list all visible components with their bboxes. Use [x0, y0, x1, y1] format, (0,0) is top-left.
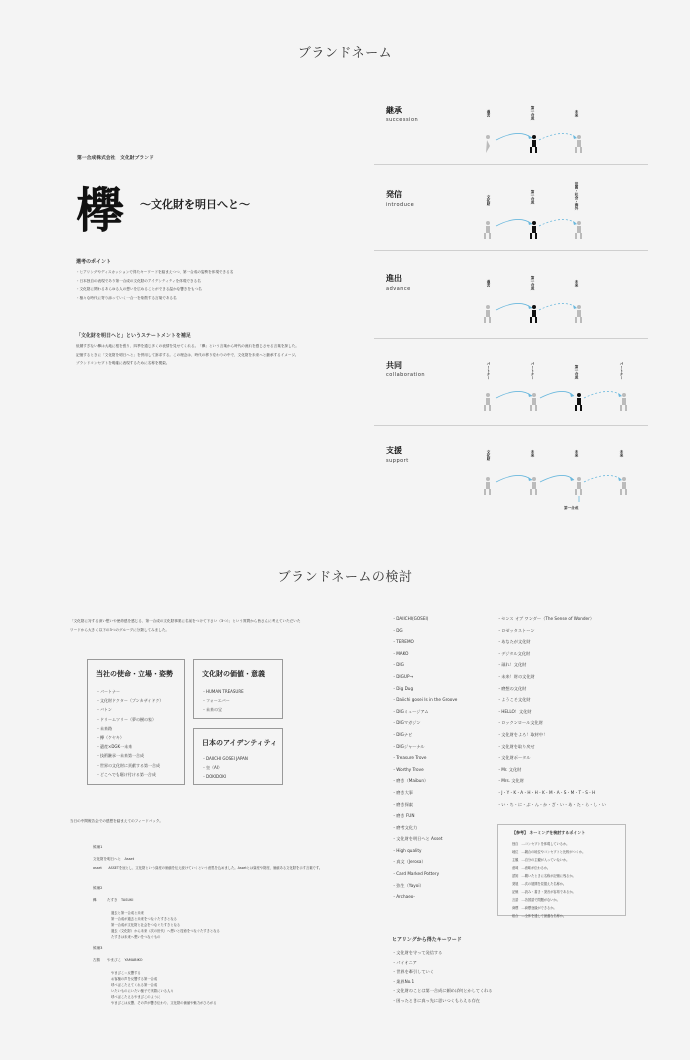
list-item: ・Card Marked Pottery — [392, 871, 440, 877]
list-item: ・DOKIDOKI — [202, 774, 227, 780]
list-item: ・バトン — [96, 707, 112, 713]
row-title-advance: 進出 — [386, 274, 402, 283]
list-item: ・い・ち・に・ぶ・ん・か・ざ・い・あ・た・ら・し・い — [497, 801, 606, 807]
list-item: ・文化財をよろ！取材中！ — [497, 731, 548, 737]
note-line: 意味 …意味が伝わるか。 — [512, 865, 551, 870]
list-item: ・技術継承一未来第一合成 — [96, 753, 144, 759]
row-sub-succession: succession — [386, 117, 419, 123]
note-line: 記憶 …読み・書き・発音が容易であるか。 — [512, 889, 576, 894]
intro-line: 「文化財に対する深い想いや使命感を感じる、第一合成の文化財事業に名前をつけて下さい（3つ）」という質問から皆さんに考えていただいた — [70, 619, 301, 623]
row4-label: パートナー — [531, 362, 535, 380]
group-box-mission — [87, 659, 185, 785]
row3-label: 過去 — [487, 280, 491, 287]
proposal-body — [111, 970, 217, 1006]
box-title: 日本のアイデンティティ — [202, 739, 278, 747]
list-item: ・どこへでも駆け付ける第一合成 — [96, 771, 156, 777]
list-item: ・DIGジャーナル — [392, 743, 425, 749]
points-list — [76, 268, 233, 302]
row-sub-support: support — [386, 458, 409, 464]
runners-diagram — [474, 388, 644, 418]
list-item: ・Treasure Trove — [392, 755, 427, 761]
list-item: ・あなたが文化財 — [497, 639, 531, 645]
note-line: 地位 …競合の地位やコンセプトと比較がつくか。 — [512, 849, 586, 854]
divider — [374, 250, 648, 251]
note-line: 独自 …コンセプトを体現しているか。 — [512, 841, 570, 846]
proposal-line: 呼べばこたえるやまびこのように — [111, 994, 161, 999]
row-title-collaboration: 共同 — [386, 361, 402, 370]
proposal-line: やまびこ＝反響する — [111, 970, 141, 975]
divider — [374, 164, 648, 165]
list-item: ・遺産×DGK一未来 — [96, 744, 133, 750]
note-line: 主観 …自分の主観が入っていないか。 — [512, 857, 570, 862]
row-title-introduce: 発信 — [386, 190, 402, 199]
list-item: ・磨き FUN — [392, 813, 415, 819]
box-title: 文化財の価値・意義 — [202, 670, 265, 678]
row5-label: 未来 — [620, 450, 624, 457]
list-item: ・J・Y・K・A・H・H・K・M・A・S・M・T・S・H — [497, 789, 596, 795]
group-box-value — [193, 659, 283, 719]
list-item: ・困ったときに真っ先に思いつくもらえる存在 — [392, 997, 480, 1003]
proposal-line: 呼べばこたえてくれる第一合成 — [111, 982, 158, 987]
list-item: ・DIG — [392, 662, 404, 668]
list-item: ・HELLO！文化財 — [497, 708, 532, 714]
list-item: ・Mrs. 文化財 — [497, 778, 524, 784]
brand-name-review-heading: ブランドネームの検討 — [277, 570, 413, 585]
list-item: ・Dig Dug — [392, 685, 414, 691]
list-item: ・磨き探索 — [392, 801, 413, 807]
point-item: ・日本独自の表現であり第一合成の文化財のアイデンティティを体現できる名 — [76, 278, 201, 283]
proposal-line: 第一合成が過去と未来をつなぐたすきとなる — [111, 916, 177, 921]
proposal-1 — [93, 843, 322, 872]
list-item: ・文化財を明日へと Asset — [392, 836, 443, 842]
row-sub-collaboration: collaboration — [386, 372, 426, 378]
row-sub-advance: advance — [386, 286, 411, 292]
row2-label: 第一合成 — [531, 190, 535, 204]
note-title: 【参考】 ネーミングを検討するポイント — [512, 830, 586, 835]
list-item: ・文化財ドクター（ブンカザイドク） — [96, 698, 164, 704]
list-item: ・ようこそ文化財 — [497, 697, 531, 703]
list-item: ・磨き大事 — [392, 789, 413, 795]
proposal-heading: 候補3 — [93, 946, 103, 950]
note-line: 商標 …商標登録ができるか。 — [512, 905, 557, 910]
point-item: ・ヒアリングやディスカッションで得たキーワードを踏まえつつ、第一合成の姿勢を体現できる名 — [76, 270, 234, 274]
list-item: ・DAIICHI GOSEI JAPAN — [202, 756, 248, 761]
runners-diagram — [474, 130, 594, 160]
list-item: ・未来の宝 — [202, 707, 222, 713]
list-item: ・ドリームツリー（夢の樹の家） — [96, 716, 156, 722]
list-item: ・未来！財の文化財 — [497, 673, 535, 679]
runners-diagram — [474, 300, 594, 330]
row4-label: 第一合成 — [575, 365, 579, 379]
proposal-2 — [93, 884, 220, 940]
list-item: ・文化財のことは第一合成に頼めば何とかしてくれる — [392, 988, 493, 993]
proposal-heading: 候補1 — [93, 845, 103, 849]
box-title: 当社の使命・立場・姿勢 — [96, 670, 173, 678]
list-item: ・パートナー — [96, 689, 120, 694]
row3-label: 第一合成 — [531, 276, 535, 290]
list-item: ・業界No.1 — [392, 978, 415, 984]
list-item: ・磨想の文化財 — [497, 685, 527, 691]
note-line: 総合 …全体を通して最適な名称か。 — [512, 913, 567, 918]
row1-label: 過去 — [487, 110, 491, 117]
proposal-line: やまびこは反響、その声が響き伝わり、文化財の価値や魅力がひろがる — [111, 1000, 217, 1005]
divider — [374, 425, 648, 426]
runners-diagram — [474, 216, 594, 246]
row4-label: パートナー — [487, 362, 491, 380]
proposal-line: 第一合成が文化財と社会をつなぐたすきとなる — [111, 922, 181, 927]
row5-label: 文化財 — [487, 450, 491, 461]
list-item: ・文化財ポータル — [497, 755, 531, 761]
note-line: 認知 …聞いたときに名称が記憶に残るか。 — [512, 873, 576, 878]
list-item: ・磨き（Maibun） — [392, 778, 429, 784]
proposal-line: 文化財を明日へと Asset — [93, 856, 135, 861]
list-item: ・文化財を取り戻せ — [497, 743, 535, 749]
list-item: ・ロゼッタストーン — [497, 627, 535, 633]
name-candidates-list-2 — [497, 613, 606, 810]
statement-line: 低層すぎない欅は大地に根を張り、四季を通じ多くの表情を見せてくれる。「欅」という言葉から時代の流れを感じさせる言葉を探した。 — [76, 344, 299, 348]
row5-label: 未来 — [531, 450, 535, 457]
box-list — [96, 687, 184, 779]
row-title-succession: 継承 — [386, 106, 402, 115]
list-item: ・ロックンロール文化財 — [497, 720, 543, 726]
proposal-line: いたいものにいたい様子で実際にいる人々 — [111, 988, 174, 993]
feedback-heading: 当日の中間報告会での感想を踏まえてのフィードバック。 — [70, 819, 163, 823]
box-list — [202, 687, 282, 715]
proposal-line: 過去（文化財）から未来（次の世代）へ想いと技術をつなぐたすきとなる — [111, 928, 220, 933]
points-heading: 選考のポイント — [76, 259, 112, 265]
row2-label: 世間・社会・海外 — [575, 182, 579, 210]
list-item: ・磨考文化力 — [392, 824, 418, 830]
support-footer-label: 第一合成 — [564, 506, 579, 510]
statement-line: 記憶するときに「文化財を明日へと」を併用して訴求する。この理念は、時代の移り変わりの中で、文化財を未来へと継承するイメージ。 — [76, 352, 299, 357]
list-item: ・DIGマガジン — [392, 720, 421, 726]
list-item: ・弥生（Yayoi） — [392, 882, 424, 888]
row-title-support: 支援 — [386, 446, 402, 455]
company-line: 第一合成株式会社 文化財ブランド — [77, 156, 154, 161]
list-item: ・MAKO — [392, 650, 409, 656]
list-item: ・Mr. 文化財 — [497, 766, 522, 772]
row3-label: 未来 — [575, 280, 579, 287]
list-item: ・デジタル文化財 — [497, 650, 531, 656]
hearing-heading: ヒアリングから得たキーワード — [392, 937, 462, 943]
row2-label: 文化財 — [487, 195, 491, 206]
list-item: ・真文（Jerosa） — [392, 859, 426, 865]
list-item: ・パイオニア — [392, 959, 417, 965]
row1-label: 未来 — [575, 110, 579, 117]
list-item: ・未来路 — [96, 725, 112, 731]
row-sub-introduce: introduce — [386, 202, 415, 208]
list-item: ・Daiichi gosei Is in the Groove — [392, 697, 458, 703]
proposal-line: 過去と第一合成と未来 — [111, 910, 144, 915]
runners-diagram — [474, 472, 644, 504]
proposal-line: 古錆 やまびこ YAMABIKO — [93, 957, 143, 962]
list-item: ・世界を牽引していく — [392, 969, 434, 974]
list-item: ・頑れ！文化財 — [497, 662, 527, 668]
statement-heading: 「文化財を明日へと」というステートメントを補足 — [76, 333, 191, 339]
point-item: ・様々な時代に寄り添っていく一合一を象徴する言葉である名 — [76, 295, 177, 300]
brand-tagline: 〜文化財を明日へと〜 — [140, 198, 250, 211]
list-item: ・DIGUP→ — [392, 673, 413, 679]
proposal-line: お客様の声を反響する第一合成 — [111, 976, 158, 981]
proposal-line: たすきは未来へ想いをつなぐもの — [111, 934, 161, 939]
row1-label: 第一合成 — [531, 106, 535, 120]
point-item: ・文化財に関わるあらゆる人の想いを広めることができる温かな響きをもつ名 — [76, 287, 202, 291]
group-box-identity — [193, 728, 283, 785]
row4-label: パートナー — [620, 362, 624, 380]
statement-text — [76, 342, 299, 368]
divider — [374, 338, 648, 339]
list-item: ・文化財を守って発信する — [392, 950, 443, 955]
intro-text — [70, 617, 300, 634]
proposal-3 — [93, 944, 217, 1006]
list-item: ・High quality — [392, 847, 422, 853]
list-item: ・DIGミュージアム — [392, 708, 429, 714]
row5-label: 未来 — [575, 450, 579, 457]
list-item: ・TEREMO — [392, 639, 414, 645]
brand-kanji-logo: 欅 — [76, 183, 125, 239]
list-item: ・DG — [392, 627, 403, 633]
note-line: 言語 …各国語で問題がないか。 — [512, 897, 560, 902]
list-item: ・DIGナビ — [392, 731, 413, 737]
list-item: ・Archaeo- — [392, 894, 415, 900]
list-item: ・Worthy Trove — [392, 766, 424, 772]
note-lines — [512, 840, 625, 920]
list-item: ・フォーエバー — [202, 698, 230, 704]
list-item: ・皇（AI） — [202, 765, 222, 771]
list-item: ・センス オブ ワンダー（The Sense of Wonder） — [497, 616, 595, 621]
proposal-body — [111, 910, 220, 940]
list-item: ・世界の文化財に貢献する第一合成 — [96, 762, 160, 768]
brand-name-heading: ブランドネーム — [297, 46, 393, 61]
name-candidates-list — [392, 613, 457, 903]
naming-points-note — [497, 824, 626, 916]
intro-line: ワードから大きく以下の3つのグループに分類してみました。 — [70, 627, 170, 632]
statement-line: ブランドコンセプトを明確に表現するために名称を模索。 — [76, 361, 170, 365]
proposal-line: 欅 たすき TASUKI — [93, 897, 134, 902]
list-item: ・HUMAN TREASURE — [202, 689, 244, 694]
list-item: ・DAIICHI(GOSEI) — [392, 616, 429, 621]
box-list — [202, 754, 282, 782]
list-item: ・欅（ケヤキ） — [96, 735, 124, 741]
relationship-diagram — [374, 100, 648, 520]
proposal-line: asset ASSETを冠とし、文化財という資産の価値を伝え続けていくという意思を込めました。Assetとは資産や財産、価値ある文化財を示す言葉です。 — [93, 865, 323, 870]
hearing-keywords — [392, 948, 493, 1005]
proposal-heading: 候補2 — [93, 886, 103, 890]
note-line: 発展 …次の展開を見据えた名称か。 — [512, 881, 567, 886]
